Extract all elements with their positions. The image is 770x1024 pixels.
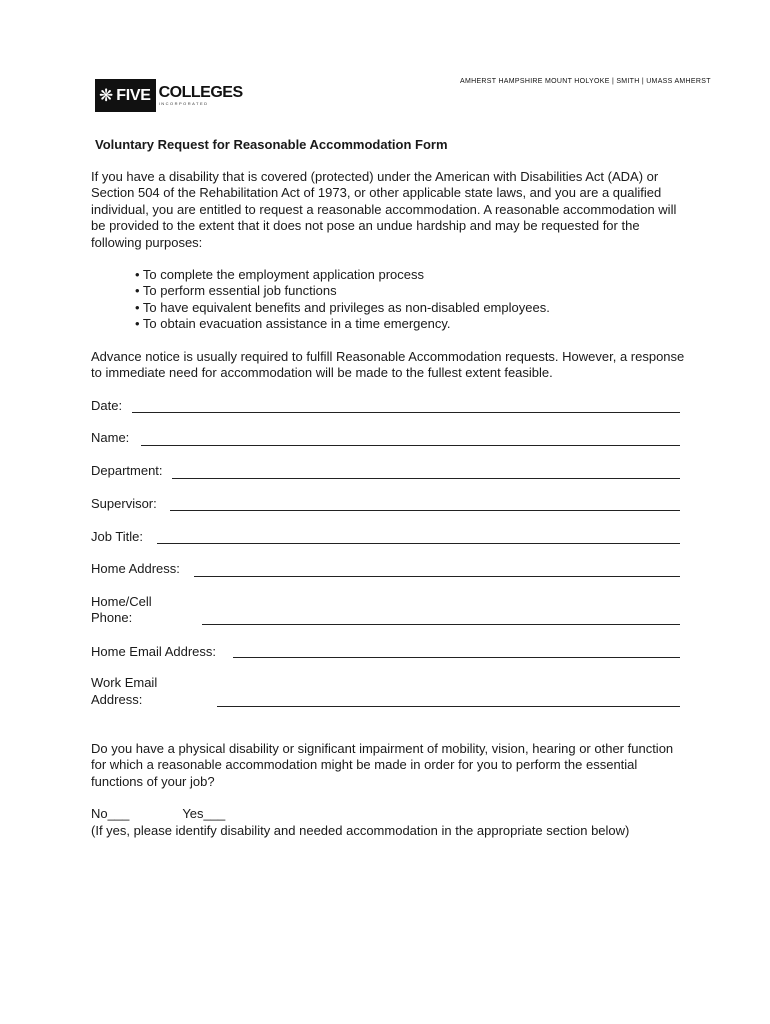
answer-options bbox=[91, 806, 225, 822]
logo-dark-block bbox=[95, 79, 156, 112]
work-email-field[interactable] bbox=[217, 706, 680, 707]
logo-five-text: FIVE bbox=[116, 86, 151, 104]
advance-notice-paragraph: Advance notice is usually required to fulfill Reasonable Accommodation requests. However, a response to immediate need for accommodation will be made to the fullest extent feasible. bbox=[91, 349, 685, 381]
date-label: Date: bbox=[91, 398, 123, 413]
purposes-list bbox=[135, 267, 550, 333]
snowflake-icon: ❋ bbox=[99, 86, 114, 105]
logo-subtitle: INCORPORATED bbox=[158, 101, 209, 106]
supervisor-field[interactable] bbox=[170, 510, 680, 511]
home-address-field[interactable] bbox=[194, 576, 680, 577]
answer-no[interactable]: No___ bbox=[91, 806, 130, 821]
answer-note: (If yes, please identify disability and needed accommodation in the appropriate section below) bbox=[91, 823, 630, 838]
intro-paragraph: If you have a disability that is covered (protected) under the American with Disabilities Act (ADA) or Section 504 of the Rehabilitation Act of 1973, or other applicable state laws, and you are a qualified individual, you are entitled to request a reasonable accommodation. A reasonable accommodation will be provided to the extent that it does not pose an undue hardship and may be requested for the following purposes: bbox=[91, 169, 677, 250]
phone-label-line1: Home/Cell bbox=[91, 594, 152, 609]
work-email-label-line1: Work Email bbox=[91, 675, 158, 690]
name-label: Name: bbox=[91, 430, 130, 445]
campus-list: AMHERST HAMPSHIRE MOUNT HOLYOKE | SMITH | UMASS AMHERST bbox=[460, 78, 711, 85]
phone-field[interactable] bbox=[202, 624, 680, 625]
home-address-label: Home Address: bbox=[91, 561, 180, 576]
logo-light-block bbox=[156, 79, 243, 112]
disability-question: Do you have a physical disability or significant impairment of mobility, vision, hearing or other function for which a reasonable accommodation might be made in order for you to perform the essential functions of your job? bbox=[91, 741, 674, 789]
job-title-field[interactable] bbox=[157, 543, 680, 544]
department-field[interactable] bbox=[172, 478, 680, 479]
date-field[interactable] bbox=[132, 412, 680, 413]
department-label: Department: bbox=[91, 463, 163, 478]
purpose-item: • To obtain evacuation assistance in a time emergency. bbox=[135, 316, 451, 332]
work-email-label-line2: Address: bbox=[91, 692, 143, 707]
home-email-label: Home Email Address: bbox=[91, 644, 216, 659]
phone-label-line2: Phone: bbox=[91, 610, 133, 625]
name-field[interactable] bbox=[141, 445, 680, 446]
purpose-item: • To complete the employment application process bbox=[135, 267, 425, 282]
purpose-item: • To have equivalent benefits and privileges as non-disabled employees. bbox=[135, 299, 550, 315]
five-colleges-logo bbox=[95, 79, 243, 112]
form-title: Voluntary Request for Reasonable Accommodation Form bbox=[95, 137, 448, 152]
logo-colleges-text: COLLEGES bbox=[158, 84, 243, 101]
job-title-label: Job Title: bbox=[91, 529, 144, 544]
answer-yes[interactable]: Yes___ bbox=[182, 806, 226, 821]
supervisor-label: Supervisor: bbox=[91, 496, 157, 511]
purpose-item: • To perform essential job functions bbox=[135, 283, 337, 299]
home-email-field[interactable] bbox=[233, 657, 680, 658]
